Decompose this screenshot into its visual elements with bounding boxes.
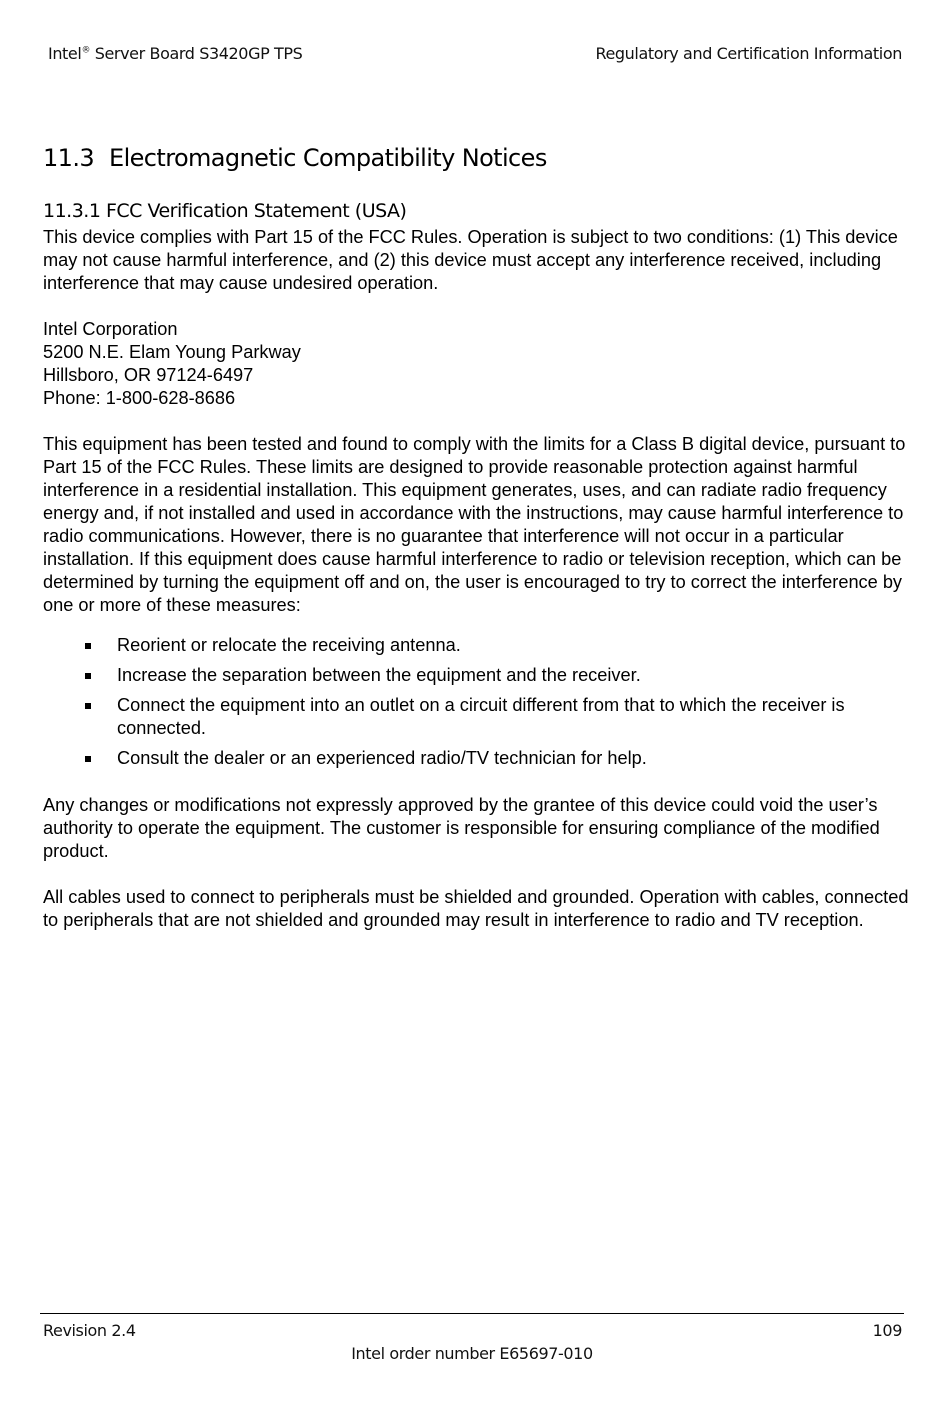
running-header-left <box>48 44 302 63</box>
registered-mark: ® <box>81 45 91 56</box>
footer-revision: Revision 2.4 <box>43 1321 136 1340</box>
section-number: 11.3 <box>43 144 95 172</box>
section-title: Electromagnetic Compatibility Notices <box>109 144 547 172</box>
list-item <box>43 694 913 740</box>
list-item <box>43 747 913 770</box>
fcc-compliance-paragraph: This device complies with Part 15 of the FCC Rules. Operation is subject to two conditions: (1) This device may not cause harmful interference, and (2) this device must accept any interference received, including interference that may cause undesired operation. <box>43 227 898 293</box>
list-item-text: Increase the separation between the equipment and the receiver. <box>117 665 641 685</box>
square-bullet-icon <box>85 703 91 709</box>
document-body <box>43 226 913 955</box>
list-item <box>43 664 913 687</box>
footer-page-number: 109 <box>872 1321 902 1340</box>
list-item-text: Connect the equipment into an outlet on a circuit different from that to which the receiver is connected. <box>117 695 845 738</box>
section-heading <box>43 144 547 172</box>
corrective-measures-list <box>43 634 913 770</box>
square-bullet-icon <box>85 673 91 679</box>
list-item <box>43 634 913 657</box>
address-company: Intel Corporation <box>43 319 178 339</box>
header-product-title: Server Board S3420GP TPS <box>90 44 303 63</box>
cables-paragraph: All cables used to connect to peripherals must be shielded and grounded. Operation with cables, connected to peripherals that are not shielded and grounded may result in interference to radio and TV reception. <box>43 887 909 930</box>
square-bullet-icon <box>85 643 91 649</box>
footer-divider <box>40 1313 904 1314</box>
class-b-paragraph: This equipment has been tested and found to comply with the limits for a Class B digital device, pursuant to Part 15 of the FCC Rules. These limits are designed to provide reasonable protection against harmful interference in a residential installation. This equipment generates, uses, and can radiate radio frequency energy and, if not installed and used in accordance with the instructions, may cause harmful interference to radio communications. However, there is no guarantee that interference will not occur in a particular installation. If this equipment does cause harmful interference to radio or television reception, which can be determined by turning the equipment off and on, the user is encouraged to try to correct the interference by one or more of these measures: <box>43 434 906 615</box>
list-item-text: Consult the dealer or an experienced radio/TV technician for help. <box>117 748 647 768</box>
header-brand: Intel <box>48 44 82 63</box>
running-header-right: Regulatory and Certification Information <box>595 44 902 63</box>
company-address-block <box>43 318 913 410</box>
list-item-text: Reorient or relocate the receiving antenna. <box>117 635 461 655</box>
address-city: Hillsboro, OR 97124-6497 <box>43 365 254 385</box>
square-bullet-icon <box>85 756 91 762</box>
subsection-heading: 11.3.1 FCC Verification Statement (USA) <box>43 200 407 222</box>
footer-order-number: Intel order number E65697-010 <box>351 1344 593 1363</box>
modifications-paragraph: Any changes or modifications not expressly approved by the grantee of this device could void the user’s authority to operate the equipment. The customer is responsible for ensuring compliance of the modified product. <box>43 795 880 861</box>
address-street: 5200 N.E. Elam Young Parkway <box>43 342 301 362</box>
address-phone: Phone: 1-800-628-8686 <box>43 388 236 408</box>
